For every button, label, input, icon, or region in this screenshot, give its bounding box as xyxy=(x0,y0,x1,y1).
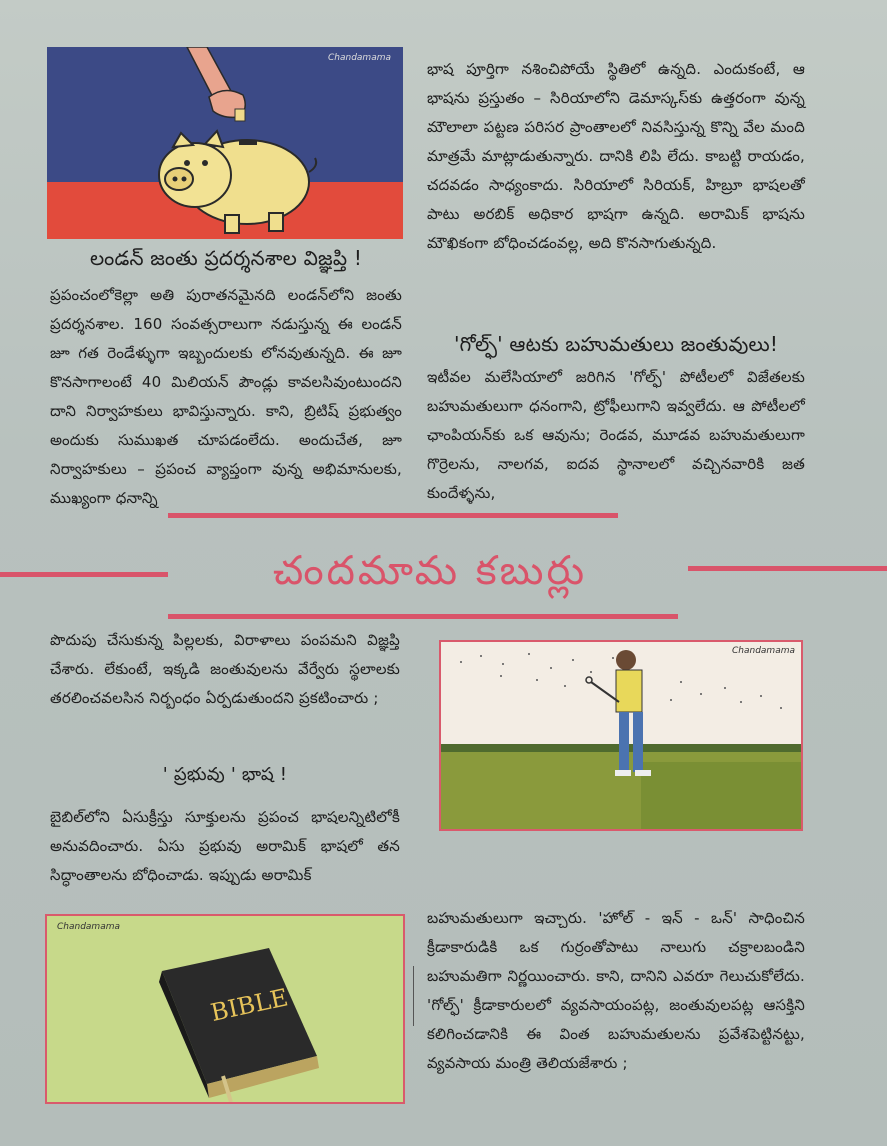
article-golf-prizes-continued xyxy=(427,904,805,1078)
title-rule-right xyxy=(688,566,887,571)
artist-signature: Chandamama xyxy=(732,646,795,656)
title-rule-left xyxy=(0,572,168,577)
article-golf-prizes xyxy=(427,330,805,508)
article-lord-language-continued xyxy=(427,55,805,258)
article-lord-language xyxy=(50,760,400,890)
piggy-bank-illustration xyxy=(47,47,403,239)
bible-icon xyxy=(47,916,403,1102)
page-title: చందమామ కబుర్లు xyxy=(272,548,588,594)
article-continuation: భాష పూర్తిగా నశించిపోయే స్థితిలో ఉన్నది. ఎందుకంటే, ఆ భాషను ప్రస్తుతం – సిరియాలోని డెమాస్కస్‌కు ఉత్తరంగా వున్న మౌలాలా పట్టణ పరిసర ప్రాంతాలలో నివసిస్తున్న కొన్ని వేల మంది మాత్రమే మాట్లాడుతున్నారు. దానికి లిపి లేదు. కాబట్టి రాయడం, చదవడం సాధ్యంకాదు. సిరియాలో సిరియక్, హిబ్రూ భాషలతో పాటు అరబిక్ అధికార భాషగా ఉన్నది. అరామిక్ భాషను మౌఖికంగా బోధించడంవల్ల, అది కొనసాగుతున్నది. xyxy=(427,60,805,252)
artist-signature: Chandamama xyxy=(328,53,391,63)
article-heading: ' ప్రభువు ' భాష ! xyxy=(162,764,288,785)
article-body: ప్రపంచంలోకెల్లా అతి పురాతనమైనది లండన్‌లోని జంతు ప్రదర్శనశాల. 160 సంవత్సరాలుగా నడుస్తున్న ఈ లండన్ జూ గత రెండేళ్ళుగా ఇబ్బందులకు లోనవుతున్నది. ఈ జూ కొనసాగాలంటే 40 మిలియన్ పౌండ్లు కావలసివుంటుందని దాని నిర్వాహకులు భావిస్తున్నారు. కాని, బ్రిటిష్ ప్రభుత్వం అందుకు సుముఖత చూపడంలేదు. అందుచేత, జూ నిర్వాహకులు – ప్రపంచ వ్యాప్తంగా వున్న అభిమానులకు, ముఖ్యంగా ధనాన్ని xyxy=(50,286,402,507)
article-body: బైబిల్‌లోని ఏసుక్రీస్తు సూక్తులను ప్రపంచ భాషలన్నిటిలోకీ అనువదించారు. ఏసు ప్రభువు అరామిక్ భాషలో తన సిద్ధాంతాలను బోధించాడు. ఇప్పుడు అరామిక్ xyxy=(50,808,400,884)
golfer-illustration xyxy=(439,640,803,831)
article-continuation: పొదుపు చేసుకున్న పిల్లలకు, విరాళాలు పంపమని విజ్ఞప్తి చేశారు. లేకుంటే, ఇక్కడి జంతువులను వేర్వేరు స్థలాలకు తరలించవలసిన నిర్బంధం ఏర్పడుతుందని ప్రకటించారు ; xyxy=(50,631,400,707)
title-rule-top xyxy=(168,513,618,518)
article-body: ఇటీవల మలేసియాలో జరిగిన 'గోల్ఫ్' పోటీలలో విజేతలకు బహుమతులుగా ధనంగాని, ట్రోఫీలుగాని ఇవ్వలేదు. ఆ పోటీలలో ఛాంపియన్‌కు ఒక ఆవును; రెండవ, మూడవ బహుమతులుగా గొర్రెలను, నాలగవ, ఐదవ స్థానాలలో వచ్చినవారికి జత కుందేళ్ళను, xyxy=(427,368,805,502)
piggy-bank-icon xyxy=(47,47,403,239)
artist-signature: Chandamama xyxy=(57,922,120,932)
column-divider xyxy=(413,966,414,1026)
article-heading: లండన్ జంతు ప్రదర్శనశాల విజ్ఞప్తి ! xyxy=(89,246,363,270)
article-heading: 'గోల్ఫ్' ఆటకు బహుమతులు జంతువులు! xyxy=(453,332,779,356)
title-rule-bottom xyxy=(168,614,678,619)
golfer-icon xyxy=(441,642,801,829)
article-london-zoo-continued xyxy=(50,626,400,713)
bible-illustration xyxy=(45,914,405,1104)
article-continuation: బహుమతులుగా ఇచ్చారు. 'హోల్ - ఇన్ - ఒన్' సాధించిన క్రీడాకారుడికి ఒక గుర్రంతోపాటు నాలుగు చక్రాలబండిని బహుమతిగా నిర్ణయించారు. కాని, దానిని ఎవరూ గెలుచుకోలేదు. 'గోల్ఫ్' క్రీడాకారులలో వ్యవసాయంపట్ల, జంతువులపట్ల ఆసక్తిని కలిగించడానికి ఈ వింత బహుమతులను ప్రవేశపెట్టినట్టు, వ్యవసాయ మంత్రి తెలియజేశారు ; xyxy=(427,909,805,1072)
bible-cover-title: BIBLE xyxy=(208,983,291,1027)
article-london-zoo xyxy=(50,244,402,513)
